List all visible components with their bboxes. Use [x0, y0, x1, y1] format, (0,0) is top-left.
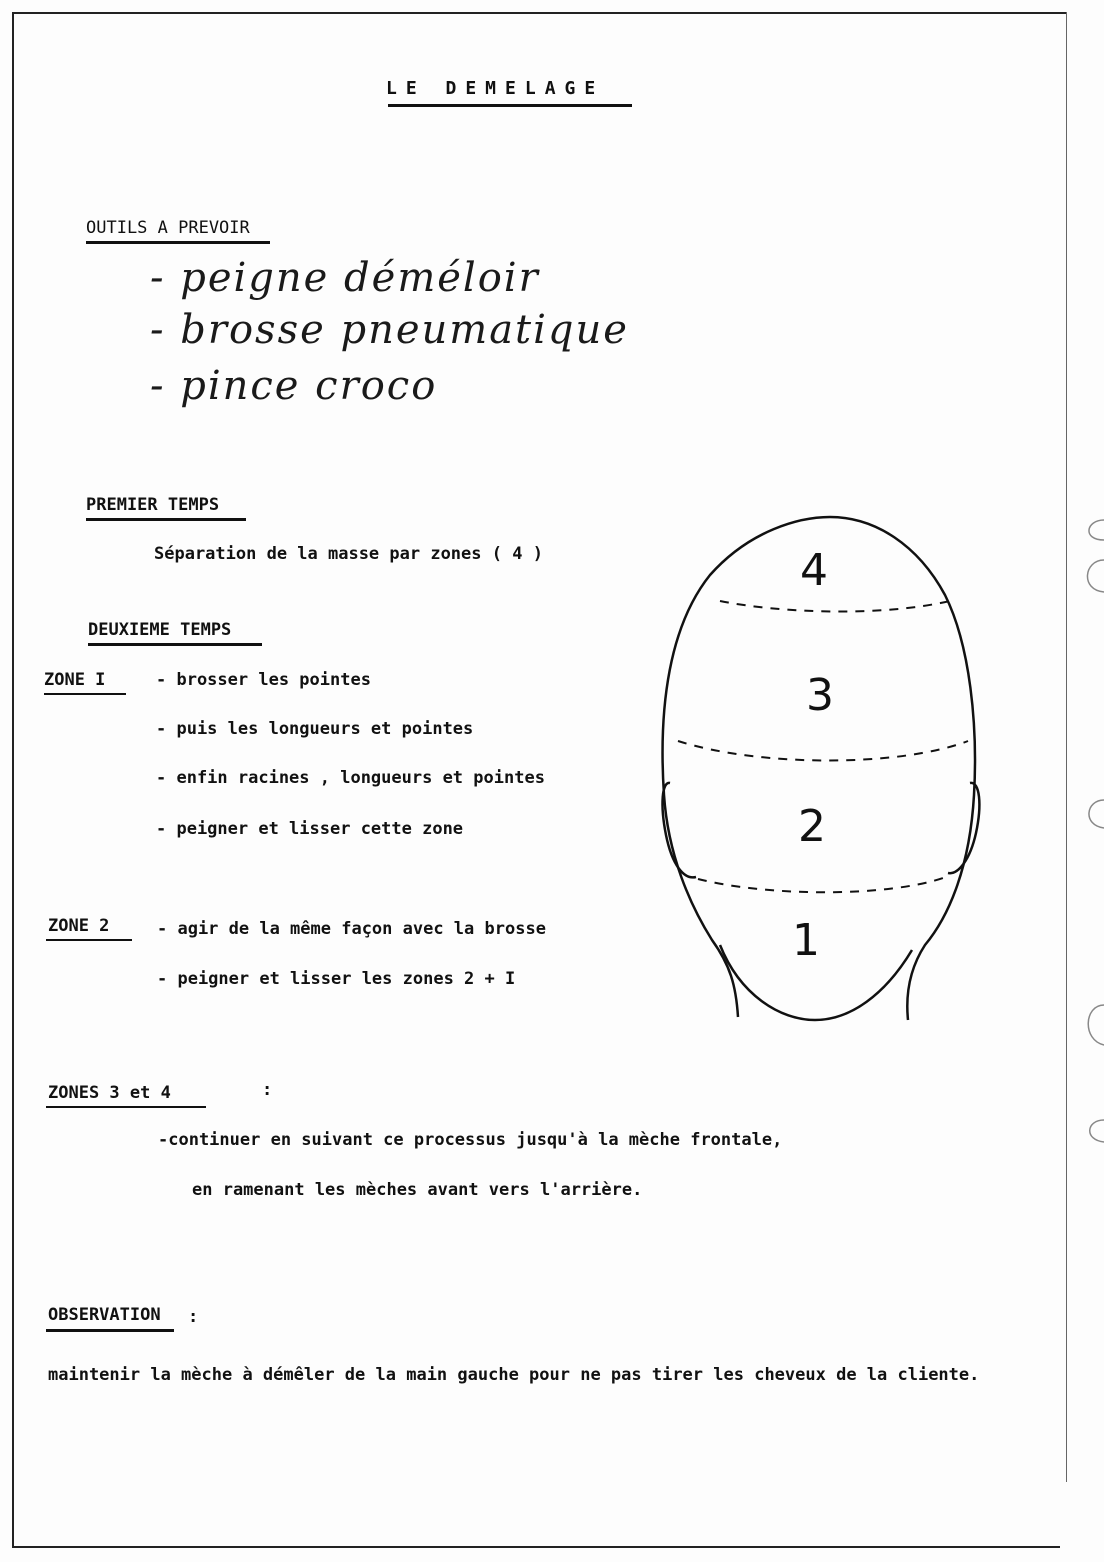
- zone1-underline: [44, 693, 126, 695]
- zone1-step-4: - peigner et lisser cette zone: [156, 819, 464, 839]
- page-border-top: [12, 12, 1067, 14]
- outils-heading: OUTILS A PREVOIR: [86, 218, 250, 238]
- premier-temps-underline: [86, 518, 246, 521]
- zone1-step-1: - brosser les pointes: [156, 670, 371, 690]
- zones34-underline: [46, 1106, 206, 1108]
- zones34-colon: :: [262, 1080, 273, 1100]
- zone-label-1: 1: [792, 915, 820, 966]
- zones34-line-1: -continuer en suivant ce processus jusqu'à la mèche frontale,: [158, 1130, 783, 1150]
- observation-text: maintenir la mèche à démêler de la main gauche pour ne pas tirer les cheveux de la cliente.: [48, 1365, 980, 1385]
- zone-label-3: 3: [806, 670, 834, 721]
- zone-label-4: 4: [800, 545, 828, 596]
- zone2-step-1: - agir de la même façon avec la brosse: [157, 919, 546, 939]
- premier-temps-text: Séparation de la masse par zones ( 4 ): [154, 544, 543, 564]
- zone-label-2: 2: [798, 801, 826, 852]
- zone1-label: ZONE I: [44, 670, 106, 690]
- observation-colon: :: [188, 1307, 199, 1327]
- page-title: LE DEMELAGE: [386, 78, 605, 99]
- zone2-label: ZONE 2: [48, 916, 110, 936]
- premier-temps-heading: PREMIER TEMPS: [86, 495, 220, 515]
- zone-separator-2-1: [698, 877, 946, 892]
- outil-item-1: - peigne déméloir: [150, 255, 540, 301]
- deuxieme-temps-heading: DEUXIEME TEMPS: [88, 620, 232, 640]
- zone1-step-3: - enfin racines , longueurs et pointes: [156, 768, 545, 788]
- zone2-step-2: - peigner et lisser les zones 2 + I: [157, 969, 516, 989]
- zones34-label: ZONES 3 et 4: [48, 1083, 171, 1103]
- deuxieme-temps-underline: [88, 643, 262, 646]
- zone-separator-4-3: [720, 601, 950, 612]
- head-zones-diagram: [650, 505, 990, 1035]
- page-border-bottom: [12, 1546, 1060, 1548]
- outils-underline: [86, 241, 270, 244]
- zone1-step-2: - puis les longueurs et pointes: [156, 719, 474, 739]
- zone2-underline: [46, 939, 132, 941]
- outil-item-3: - pince croco: [150, 363, 438, 409]
- binder-holes: [1064, 480, 1104, 1160]
- zones34-line-2: en ramenant les mèches avant vers l'arrière.: [192, 1180, 643, 1200]
- zone-separator-3-2: [678, 741, 968, 761]
- outil-item-2: - brosse pneumatique: [150, 307, 629, 353]
- page-border-left: [12, 12, 14, 1548]
- title-underline: [388, 104, 632, 107]
- observation-underline: [46, 1329, 174, 1332]
- observation-heading: OBSERVATION: [48, 1305, 161, 1325]
